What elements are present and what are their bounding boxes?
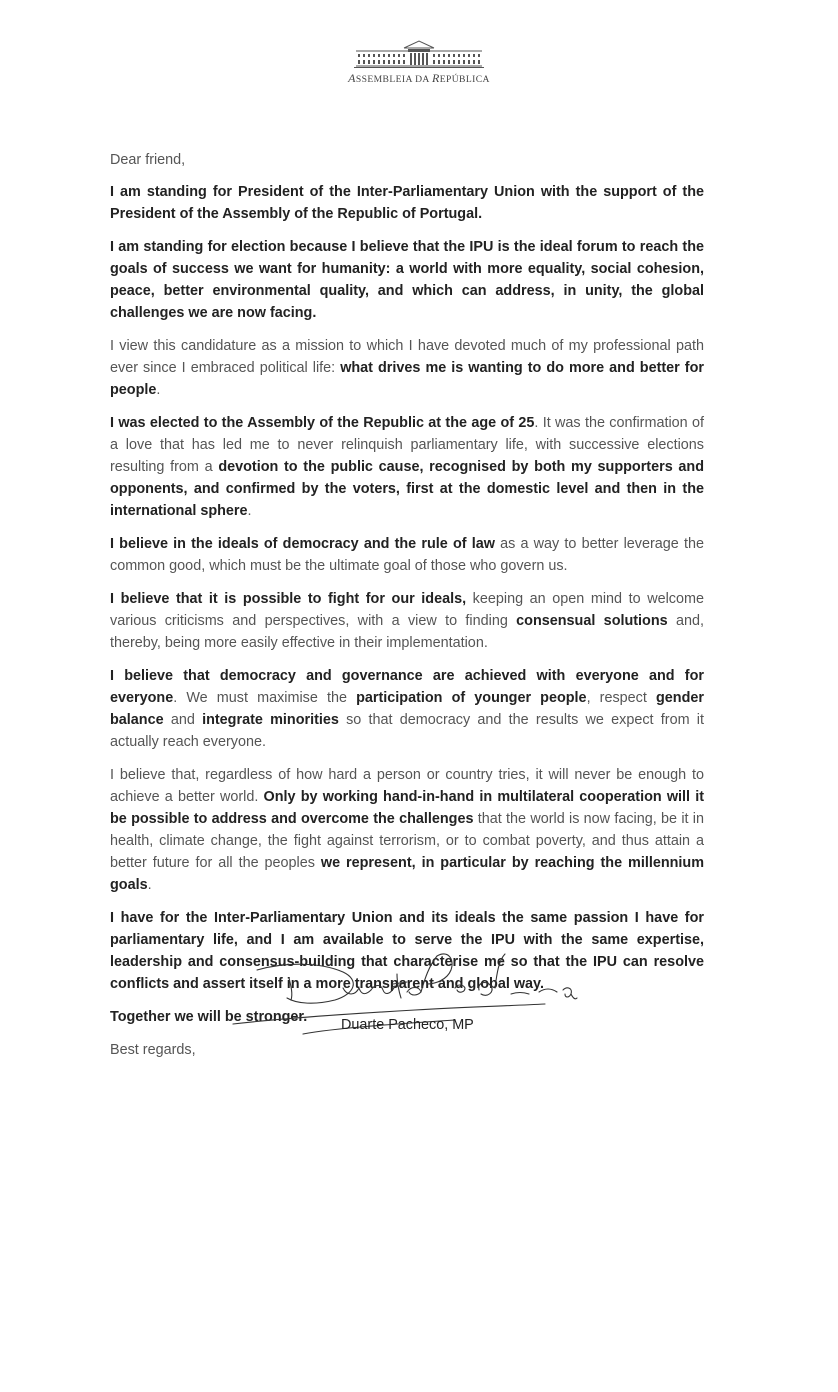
paragraph-6-bold-2: consensual solutions bbox=[516, 613, 668, 629]
paragraph-8 bbox=[110, 764, 704, 896]
paragraph-6-text-1: keeping an open mind to welcome various criticisms and perspectives, with a view to finding bbox=[110, 591, 704, 629]
paragraph-7-bold-4: integrate minorities bbox=[202, 712, 339, 728]
paragraph-6-text-2: and, thereby, being more easily effective in their implementation. bbox=[110, 613, 705, 651]
paragraph-7 bbox=[110, 665, 704, 753]
paragraph-6 bbox=[110, 588, 704, 654]
paragraph-5 bbox=[110, 533, 704, 577]
letter-body bbox=[110, 149, 704, 1072]
paragraph-8-text-1: I believe that, regardless of how hard a person or country tries, it will never be enough to achieve a better world. bbox=[110, 767, 704, 805]
paragraph-3 bbox=[110, 335, 704, 401]
paragraph-2-bold: I am standing for election because I believe that the IPU is the ideal forum to reach the goals of success we want for humanity: a world with more equality, social cohesion, peace, better environmental quality, and which can address, in unity, the global challenges we are now facing. bbox=[110, 239, 704, 321]
paragraph-2 bbox=[110, 236, 704, 324]
paragraph-4-text-1: . It was the confirmation of a love that has led me to never relinquish parliamentary life, with successive elections resulting from a bbox=[110, 415, 704, 475]
paragraph-1 bbox=[110, 181, 704, 225]
paragraph-3-bold-1: what drives me is wanting to do more and better for people bbox=[110, 360, 704, 398]
paragraph-5-text-1: as a way to better leverage the common good, which must be the ultimate goal of those who govern us. bbox=[110, 536, 704, 574]
paragraph-4-bold-2: devotion to the public cause, recognised by both my supporters and opponents, and confirmed by the voters, first at the domestic level and then in the international sphere bbox=[110, 459, 704, 519]
paragraph-5-bold-1: I believe in the ideals of democracy and the rule of law bbox=[110, 536, 495, 552]
institution-initial-a: A bbox=[348, 71, 356, 85]
parliament-building-icon bbox=[352, 38, 486, 68]
closing: Best regards, bbox=[110, 1042, 196, 1058]
paragraph-4-text-2: . bbox=[247, 503, 252, 519]
paragraph-7-text-3: and bbox=[163, 712, 203, 728]
institution-name-part-2: EPÚBLICA bbox=[439, 74, 490, 85]
paragraph-8-text-3: . bbox=[147, 877, 152, 893]
paragraph-7-text-2: , respect bbox=[586, 690, 657, 706]
institution-name-part-1: SSEMBLEIA DA bbox=[355, 74, 432, 85]
signer-name: Duarte Pacheco, MP bbox=[341, 1017, 474, 1033]
salutation: Dear friend, bbox=[110, 152, 186, 168]
paragraph-7-text-4: so that democracy and the results we expect from it actually reach everyone. bbox=[110, 712, 705, 750]
paragraph-3-text-1: I view this candidature as a mission to which I have devoted much of my professional path ever since I embraced political life: bbox=[110, 338, 704, 376]
paragraph-7-bold-3: gender balance bbox=[110, 690, 704, 728]
paragraph-9-bold: I have for the Inter-Parliamentary Union and its ideals the same passion I have for parliamentary life, and I am available to serve the IPU with the same expertise, leadership and consensus-building that characterise me so that the IPU can resolve conflicts and assert itself in a more transparent and global way. bbox=[110, 910, 704, 992]
institution-name bbox=[0, 71, 838, 86]
paragraph-4-bold-1: I was elected to the Assembly of the Republic at the age of 25 bbox=[110, 415, 535, 431]
letterhead bbox=[0, 38, 838, 86]
paragraph-4 bbox=[110, 412, 704, 522]
paragraph-3-text-2: . bbox=[156, 382, 161, 398]
paragraph-6-bold-1: I believe that it is possible to fight for our ideals, bbox=[110, 591, 467, 607]
paragraph-8-bold-1: Only by working hand-in-hand in multilateral cooperation will it be possible to address and overcome the challenges bbox=[110, 789, 704, 827]
paragraph-7-bold-1: I believe that democracy and governance are achieved with everyone and for everyone bbox=[110, 668, 704, 706]
institution-initial-r: R bbox=[432, 71, 440, 85]
paragraph-7-bold-2: participation of younger people bbox=[356, 690, 587, 706]
paragraph-8-bold-2: we represent, in particular by reaching the millennium goals bbox=[110, 855, 704, 893]
paragraph-10-bold: Together we will be stronger. bbox=[110, 1009, 308, 1025]
paragraph-8-text-2: that the world is now facing, be it in health, climate change, the fight against terrorism, or to combat poverty, and thus attain a better future for all the peoples bbox=[110, 811, 704, 871]
paragraph-7-text-1: . We must maximise the bbox=[173, 690, 357, 706]
paragraph-1-bold: I am standing for President of the Inter-Parliamentary Union with the support of the President of the Assembly of the Republic of Portugal. bbox=[110, 184, 704, 222]
